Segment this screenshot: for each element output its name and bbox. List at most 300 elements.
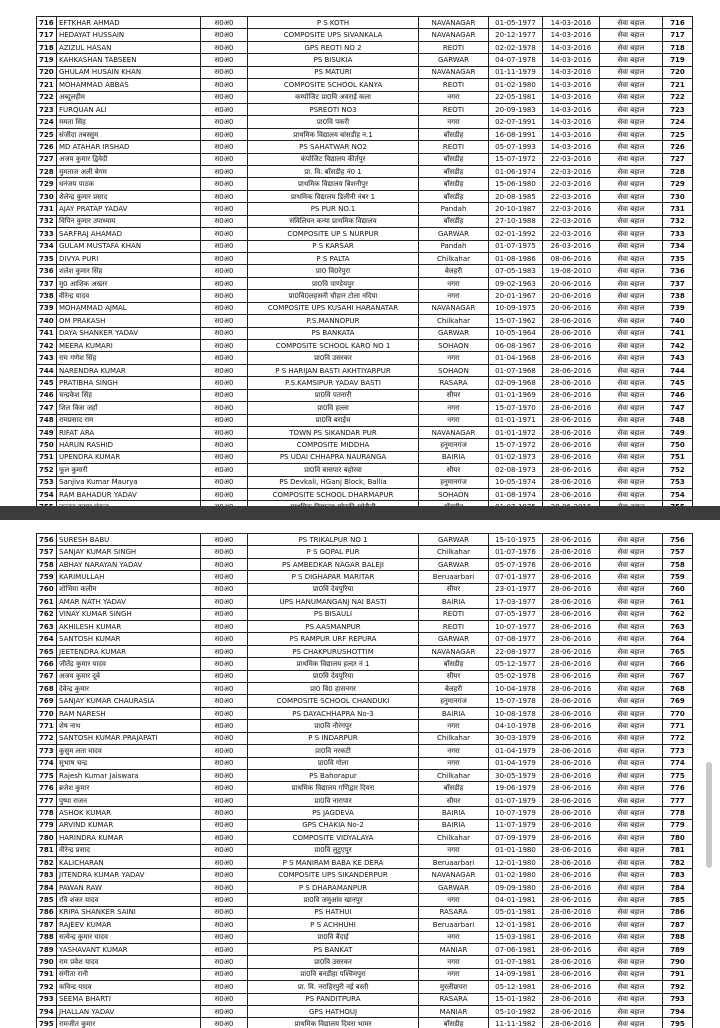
school-cell: प्रा0वि बासपार बहोरवा [248,464,419,476]
serial-no-right-cell: 757 [663,546,693,558]
school-cell: प्रा0वि उसरकर [248,352,419,364]
birth-date-cell: 15-07-1972 [489,153,543,165]
serial-no-cell: 734 [37,240,57,252]
document-page-2 [0,520,720,1028]
serial-no-cell: 756 [37,534,57,546]
block-cell: बाँसडीह [419,178,489,190]
teacher-name-cell: AJAY PRATAP YADAV [57,203,201,215]
serial-no-right-cell: 766 [663,658,693,670]
designation-cell: स0अ0 [201,228,248,240]
serial-no-cell: 719 [37,54,57,66]
school-cell: PS CHAKPURUSHOTTIM [248,645,419,657]
table-row [37,844,693,856]
block-cell: NAVANAGAR [419,17,489,29]
serial-no-right-cell: 724 [663,116,693,128]
school-cell: प्रा0वि पाण्डेयपुर [248,277,419,289]
serial-no-right-cell: 717 [663,29,693,41]
table-row [37,633,693,645]
status-cell: सेवा बहाल [600,906,663,918]
status-cell: सेवा बहाल [600,414,663,426]
designation-cell: स0अ0 [201,707,248,719]
school-cell: COMPOSITE SCHOOL DHARMAPUR [248,489,419,501]
block-cell: नगरा [419,894,489,906]
serial-no-cell: 752 [37,464,57,476]
serial-no-right-cell: 733 [663,228,693,240]
birth-date-cell: 01-01-1971 [489,414,543,426]
birth-date-cell: 12-01-1981 [489,919,543,931]
status-cell: सेवा बहाल [600,807,663,819]
birth-date-cell: 15-07-1978 [489,695,543,707]
status-cell: सेवा बहाल [600,819,663,831]
table-row [37,29,693,41]
block-cell: REOTI [419,608,489,620]
birth-date-cell: 30-05-1979 [489,770,543,782]
block-cell: SOHAON [419,364,489,376]
serial-no-cell: 753 [37,476,57,488]
school-cell: प्रा0 वि0रेपुरा [248,265,419,277]
block-cell: Beruaarbari [419,856,489,868]
teacher-name-cell: शोभिया कलीम [57,583,201,595]
school-cell: PS BISAULI [248,608,419,620]
birth-date-cell: 10-05-1964 [489,327,543,339]
block-cell: NAVANAGAR [419,869,489,881]
serial-no-right-cell: 736 [663,265,693,277]
table-row [37,228,693,240]
serial-no-cell: 792 [37,981,57,993]
block-cell: नगरा [419,352,489,364]
joining-date-cell: 28-06-2016 [543,439,600,451]
teacher-name-cell: मुमताज अली बेगम [57,166,201,178]
block-cell: Chilkahar [419,315,489,327]
designation-cell: स0अ0 [201,426,248,438]
table-row [37,166,693,178]
designation-cell: स0अ0 [201,596,248,608]
serial-no-right-cell: 788 [663,931,693,943]
serial-no-right-cell: 727 [663,153,693,165]
designation-cell: स0अ0 [201,166,248,178]
teacher-name-cell: SANJAY KUMAR SINGH [57,546,201,558]
birth-date-cell: 20-12-1977 [489,29,543,41]
block-cell: नगरा [419,414,489,426]
designation-cell: स0अ0 [201,658,248,670]
status-cell: सेवा बहाल [600,451,663,463]
table-row [37,819,693,831]
block-cell: NAVANAGAR [419,302,489,314]
school-cell: PSREOTI NO3 [248,103,419,115]
serial-no-cell: 720 [37,66,57,78]
serial-no-cell: 763 [37,620,57,632]
school-cell: GPS REOTI NO 2 [248,41,419,53]
joining-date-cell: 14-03-2016 [543,79,600,91]
teacher-name-cell: HARUN RASHID [57,439,201,451]
serial-no-right-cell: 742 [663,339,693,351]
table-row [37,203,693,215]
serial-no-right-cell: 730 [663,190,693,202]
serial-no-cell: 757 [37,546,57,558]
table-row [37,856,693,868]
serial-no-cell: 783 [37,869,57,881]
serial-no-cell: 788 [37,931,57,943]
school-cell: प्रा0वि देवपुरिया [248,670,419,682]
table-row [37,240,693,252]
serial-no-cell: 717 [37,29,57,41]
serial-no-right-cell: 729 [663,178,693,190]
teacher-name-cell: कविन्द्र यादव [57,981,201,993]
table-row [37,116,693,128]
table-row [37,302,693,314]
table-row [37,658,693,670]
teacher-name-cell: संगीता रानी [57,968,201,980]
birth-date-cell: 15-07-1962 [489,315,543,327]
document-page-1 [0,0,720,506]
block-cell: BAIRIA [419,707,489,719]
joining-date-cell: 28-06-2016 [543,534,600,546]
designation-cell: स0अ0 [201,17,248,29]
status-cell: सेवा बहाल [600,534,663,546]
serial-no-right-cell: 726 [663,141,693,153]
school-cell: P S KARSAR [248,240,419,252]
serial-no-cell: 794 [37,1006,57,1018]
serial-no-right-cell: 772 [663,732,693,744]
joining-date-cell: 28-06-2016 [543,571,600,583]
serial-no-right-cell: 781 [663,844,693,856]
birth-date-cell: 01-08-1974 [489,489,543,501]
birth-date-cell: 27-10-1988 [489,215,543,227]
joining-date-cell: 28-06-2016 [543,327,600,339]
school-cell: कंपोजिट विद्यालय कीर्तपुर [248,153,419,165]
designation-cell: स0अ0 [201,670,248,682]
birth-date-cell: 04-01-1981 [489,894,543,906]
designation-cell: स0अ0 [201,968,248,980]
birth-date-cell: 20-08-1985 [489,190,543,202]
status-cell: सेवा बहाल [600,215,663,227]
serial-no-cell: 771 [37,720,57,732]
designation-cell: स0अ0 [201,633,248,645]
status-cell: सेवा बहाल [600,1006,663,1018]
table-row [37,683,693,695]
joining-date-cell: 28-06-2016 [543,489,600,501]
joining-date-cell: 28-06-2016 [543,558,600,570]
table-row [37,17,693,29]
block-cell: नगरा [419,745,489,757]
joining-date-cell: 28-06-2016 [543,832,600,844]
status-cell: सेवा बहाल [600,489,663,501]
birth-date-cell: 07-05-1983 [489,265,543,277]
school-cell: COMPOSITE SCHOOL KANYA [248,79,419,91]
status-cell: सेवा बहाल [600,464,663,476]
table-row [37,79,693,91]
teacher-name-cell: ममता सिंह [57,116,201,128]
joining-date-cell: 14-03-2016 [543,41,600,53]
school-cell: PS PUR NO.1 [248,203,419,215]
serial-no-cell: 787 [37,919,57,931]
birth-date-cell: 20-09-1983 [489,103,543,115]
serial-no-right-cell: 748 [663,414,693,426]
block-cell: GARWAR [419,327,489,339]
joining-date-cell: 28-06-2016 [543,770,600,782]
teacher-name-cell: JHALLAN YADAV [57,1006,201,1018]
serial-no-cell: 777 [37,794,57,806]
serial-no-cell: 728 [37,166,57,178]
teacher-name-cell: SANJAY KUMAR CHAURASIA [57,695,201,707]
teacher-name-cell: OM PRAKASH [57,315,201,327]
block-cell: BAIRIA [419,819,489,831]
designation-cell: स0अ0 [201,402,248,414]
designation-cell: स0अ0 [201,203,248,215]
table-row [37,327,693,339]
block-cell: NAVANAGAR [419,29,489,41]
status-cell: सेवा बहाल [600,546,663,558]
school-cell: प्रा0वि देवपुरिया [248,583,419,595]
status-cell: सेवा बहाल [600,240,663,252]
designation-cell: स0अ0 [201,414,248,426]
designation-cell: स0अ0 [201,782,248,794]
designation-cell: स0अ0 [201,993,248,1005]
birth-date-cell: 01-06-1974 [489,166,543,178]
school-cell: P S GOPAL PUR [248,546,419,558]
joining-date-cell: 28-06-2016 [543,856,600,868]
teacher-name-cell: SANTOSH KUMAR PRAJAPATI [57,732,201,744]
teacher-name-cell: शिल किस जहाँ [57,402,201,414]
joining-date-cell: 28-06-2016 [543,414,600,426]
teacher-name-cell: DIVYA PURI [57,253,201,265]
joining-date-cell: 28-06-2016 [543,608,600,620]
status-cell: सेवा बहाल [600,476,663,488]
designation-cell: स0अ0 [201,807,248,819]
birth-date-cell: 15-07-1972 [489,439,543,451]
serial-no-cell: 758 [37,558,57,570]
serial-no-cell: 736 [37,265,57,277]
designation-cell: स0अ0 [201,302,248,314]
serial-no-cell: 754 [37,489,57,501]
teacher-name-cell: चन्द्रकेश सिंह [57,389,201,401]
school-cell: COMPOSITE UPS SIKANDERPUR [248,869,419,881]
birth-date-cell: 01-11-1979 [489,66,543,78]
table-row [37,414,693,426]
teacher-name-cell: AKHILESH KUMAR [57,620,201,632]
vertical-scrollbar[interactable] [706,762,712,868]
designation-cell: स0अ0 [201,439,248,451]
designation-cell: स0अ0 [201,290,248,302]
teacher-name-cell: रवि शंकर यादव [57,894,201,906]
school-cell: PS BANKAT [248,943,419,955]
birth-date-cell: 15-06-1980 [489,178,543,190]
serial-no-cell: 781 [37,844,57,856]
serial-no-cell: 767 [37,670,57,682]
school-cell: प्रा0वि लुटुएपुर [248,844,419,856]
teacher-name-cell: VINAY KUMAR SINGH [57,608,201,620]
designation-cell: स0अ0 [201,489,248,501]
table-row [37,558,693,570]
table-row [37,190,693,202]
status-cell: सेवा बहाल [600,757,663,769]
teacher-name-cell: कुसुम लता यादव [57,745,201,757]
status-cell: सेवा बहाल [600,364,663,376]
serial-no-right-cell: 751 [663,451,693,463]
school-cell: प्रा. वि. बाँसडीह नं0 1 [248,166,419,178]
serial-no-right-cell: 794 [663,1006,693,1018]
teacher-name-cell: संजीदा तबस्सुम [57,128,201,140]
serial-no-right-cell: 718 [663,41,693,53]
joining-date-cell: 28-06-2016 [543,402,600,414]
school-cell: PS AASMANPUR [248,620,419,632]
table-row [37,732,693,744]
serial-no-cell: 725 [37,128,57,140]
serial-no-right-cell: 765 [663,645,693,657]
status-cell: सेवा बहाल [600,352,663,364]
block-cell: RASARA [419,993,489,1005]
designation-cell: स0अ0 [201,178,248,190]
teacher-name-cell: अजय कुमार दूबे [57,670,201,682]
birth-date-cell: 17-03-1977 [489,596,543,608]
teacher-name-cell: ASHOK KUMAR [57,807,201,819]
block-cell: RASARA [419,906,489,918]
school-cell: प्रा0वि हल्ला [248,402,419,414]
block-cell: सीयर [419,794,489,806]
birth-date-cell: 02-07-1991 [489,116,543,128]
serial-no-right-cell: 743 [663,352,693,364]
table-row [37,943,693,955]
school-cell: प्राथमिक विद्यालय दियरा भामर [248,1018,419,1028]
table-row [37,583,693,595]
serial-no-right-cell: 787 [663,919,693,931]
block-cell: नगरा [419,402,489,414]
table-row [37,720,693,732]
designation-cell: स0अ0 [201,29,248,41]
status-cell: सेवा बहाल [600,277,663,289]
school-cell: COMPOSITE UP S NURPUR [248,228,419,240]
serial-no-right-cell: 776 [663,782,693,794]
table-row [37,770,693,782]
joining-date-cell: 28-06-2016 [543,633,600,645]
teacher-name-cell: रामप्रसाद राम [57,414,201,426]
serial-no-right-cell: 720 [663,66,693,78]
page-separator [0,506,720,520]
teacher-name-cell: सुभाष चन्द्र [57,757,201,769]
block-cell: GARWAR [419,558,489,570]
status-cell: सेवा बहाल [600,869,663,881]
birth-date-cell: 22-08-1977 [489,645,543,657]
serial-no-cell: 762 [37,608,57,620]
serial-no-cell: 776 [37,782,57,794]
serial-no-cell: 742 [37,339,57,351]
block-cell: नगरा [419,720,489,732]
teacher-name-cell: FURQUAN ALI [57,103,201,115]
serial-no-cell: 738 [37,290,57,302]
designation-cell: स0अ0 [201,981,248,993]
serial-no-cell: 774 [37,757,57,769]
designation-cell: स0अ0 [201,352,248,364]
table-row [37,339,693,351]
serial-no-cell: 743 [37,352,57,364]
joining-date-cell: 28-06-2016 [543,464,600,476]
serial-no-right-cell: 773 [663,745,693,757]
serial-no-cell: 764 [37,633,57,645]
birth-date-cell: 10-08-1978 [489,707,543,719]
block-cell: हनुमानगंज [419,439,489,451]
birth-date-cell: 30-03-1979 [489,732,543,744]
birth-date-cell: 05-02-1978 [489,670,543,682]
designation-cell: स0अ0 [201,683,248,695]
joining-date-cell: 14-03-2016 [543,66,600,78]
block-cell: नगरा [419,91,489,103]
serial-no-cell: 722 [37,91,57,103]
status-cell: सेवा बहाल [600,620,663,632]
joining-date-cell: 28-06-2016 [543,426,600,438]
status-cell: सेवा बहाल [600,166,663,178]
birth-date-cell: 19-06-1979 [489,782,543,794]
serial-no-right-cell: 779 [663,819,693,831]
status-cell: सेवा बहाल [600,17,663,29]
designation-cell: स0अ0 [201,464,248,476]
joining-date-cell: 28-06-2016 [543,757,600,769]
designation-cell: स0अ0 [201,377,248,389]
joining-date-cell: 28-06-2016 [543,364,600,376]
teacher-name-cell: MOHAMMAD ABBAS [57,79,201,91]
school-cell: PS SAHATWAR NO2 [248,141,419,153]
joining-date-cell: 22-03-2016 [543,153,600,165]
status-cell: सेवा बहाल [600,943,663,955]
designation-cell: स0अ0 [201,451,248,463]
serial-no-right-cell: 732 [663,215,693,227]
table-row [37,807,693,819]
block-cell: बेलहरी [419,683,489,695]
serial-no-cell: 730 [37,190,57,202]
serial-no-cell: 744 [37,364,57,376]
designation-cell: स0अ0 [201,253,248,265]
block-cell: नगरा [419,290,489,302]
joining-date-cell: 14-03-2016 [543,91,600,103]
school-cell: संविलियन कन्या प्राथमिक विद्यालय [248,215,419,227]
serial-no-right-cell: 771 [663,720,693,732]
school-cell: प्राथमिक विद्यालय हल्दर नं 1 [248,658,419,670]
serial-no-cell: 726 [37,141,57,153]
school-cell: PS Bahorapur [248,770,419,782]
teacher-name-cell: GULAM MUSTAFA KHAN [57,240,201,252]
serial-no-cell: 729 [37,178,57,190]
table-row [37,931,693,943]
teacher-name-cell: राम गणेश सिंह [57,352,201,364]
block-cell: Chilkahar [419,546,489,558]
serial-no-right-cell: 722 [663,91,693,103]
teacher-name-cell: देवेन्द्र कुमार [57,683,201,695]
teacher-name-cell: YASHAVANT KUMAR [57,943,201,955]
serial-no-cell: 790 [37,956,57,968]
block-cell: नगरा [419,844,489,856]
serial-no-right-cell: 716 [663,17,693,29]
joining-date-cell: 22-03-2016 [543,228,600,240]
birth-date-cell: 01-07-1981 [489,956,543,968]
birth-date-cell: 07-05-1977 [489,608,543,620]
status-cell: सेवा बहाल [600,377,663,389]
birth-date-cell: 01-07-1979 [489,794,543,806]
teacher-name-cell: MEERA KUMARI [57,339,201,351]
block-cell: हनुमानगंज [419,476,489,488]
birth-date-cell: 01-04-1979 [489,745,543,757]
teacher-name-cell: शैलेन्द्र कुमार प्रसाद [57,190,201,202]
status-cell: सेवा बहाल [600,596,663,608]
status-cell: सेवा बहाल [600,707,663,719]
block-cell: BAIRIA [419,807,489,819]
birth-date-cell: 01-01-1980 [489,844,543,856]
status-cell: सेवा बहाल [600,91,663,103]
table-row [37,670,693,682]
serial-no-cell: 769 [37,695,57,707]
block-cell: बाँसडीह [419,782,489,794]
table-row [37,389,693,401]
joining-date-cell: 28-06-2016 [543,596,600,608]
block-cell: बाँसडीह [419,190,489,202]
